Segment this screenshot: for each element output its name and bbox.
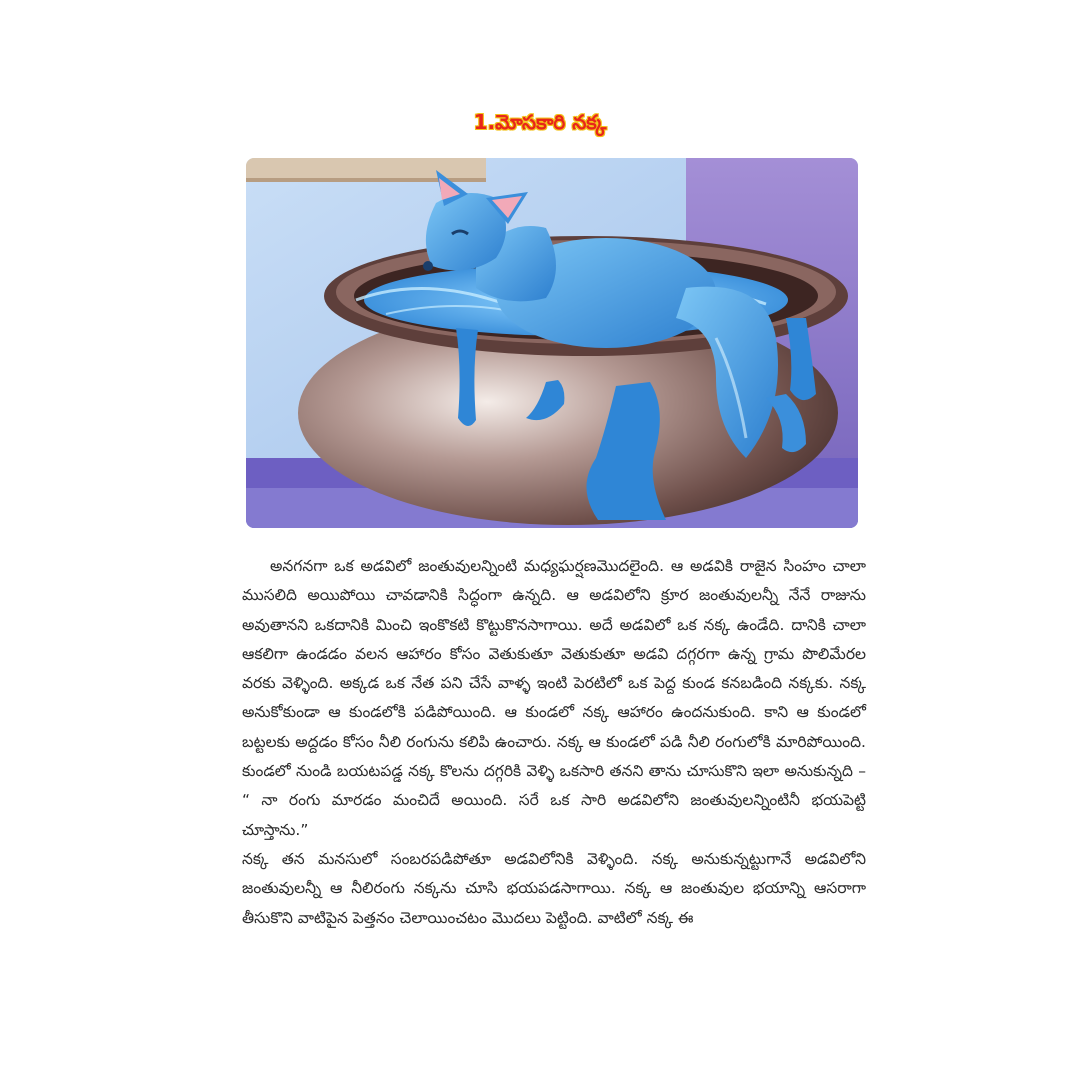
story-paragraph: నక్క తన మనసులో సంబరపడిపోతూ అడవిలోనికి వెళ్ళింది. నక్క అనుకున్నట్టుగానే అడవిలోని జంతువులన్నీ ఆ నీలిరంగు నక్కను చూసి భయపడసాగాయి. నక్క ఆ జంతువుల భయాన్ని ఆసరాగా తీసుకొని వాటిపైన పెత్తనం చెలాయించటం మొదలు పెట్టింది. వాటిలో నక్క ఈ [242,849,866,927]
story-body [242,552,866,933]
story-paragraph: అనగనగా ఒక అడవిలో జంతువులన్నింటి మధ్యఘర్షణమొదలైంది. ఆ అడవికి రాజైన సింహం చాలా ముసలిది అయిపోయి చావడానికి సిద్ధంగా ఉన్నది. ఆ అడవిలోని క్రూర జంతువులన్నీ నేనే రాజును అవుతానని ఒకదానికి మించి ఇంకొకటి కొట్టుకొనసాగాయి. అదే అడవిలో ఒక నక్క ఉండేది. దానికి చాలా ఆకలిగా ఉండడం వలన ఆహారం కోసం వెతుకుతూ వెతుకుతూ అడవి దగ్గరగా ఉన్న గ్రామ పొలిమేరల వరకు వెళ్ళింది. అక్కడ ఒక నేత పని చేసే వాళ్ళ ఇంటి పెరటిలో ఒక పెద్ద కుండ కనబడింది నక్కకు. నక్క అనుకోకుండా ఆ కుండలోకి పడిపోయింది. ఆ కుండలో నక్క ఆహారం ఉందనుకుంది. కాని ఆ కుండలో బట్టలకు అద్దడం కోసం నీలి రంగును కలిపి ఉంచారు. నక్క ఆ కుండలో పడి నీలి రంగులోకి మారిపోయింది. కుండలో నుండి బయటపడ్డ నక్క కొలను దగ్గరికి వెళ్ళి ఒకసారి తనని తాను చూసుకొని ఇలా అనుకున్నది – “ నా రంగు మారడం మంచిదే అయింది. సరే ఒక సారి అడవిలోని జంతువులన్నింటినీ భయపెట్టి చూస్తాను.” [242,557,866,839]
blue-fox-illustration [246,158,858,528]
story-title: 1.మోసకారి నక్క [473,110,607,134]
